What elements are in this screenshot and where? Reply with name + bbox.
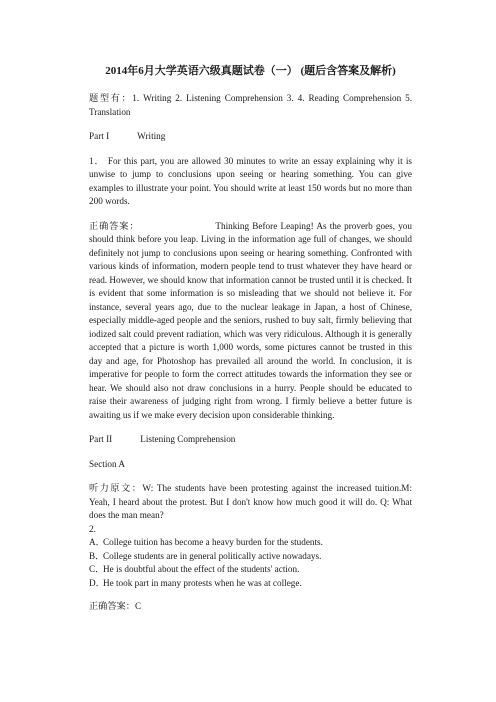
choice-c bbox=[89, 563, 412, 577]
part-heading-listening bbox=[89, 433, 412, 447]
choice-b bbox=[89, 550, 412, 564]
document-title: 2014年6月大学英语六级真题试卷（一） (题后含答案及解析) bbox=[105, 65, 396, 77]
part-name: Writing bbox=[137, 131, 166, 141]
answer-2 bbox=[89, 600, 412, 614]
answer-value: C bbox=[134, 601, 142, 611]
choice-d bbox=[89, 577, 412, 591]
question-1: 1． For this part, you are allowed 30 minutes to write an essay explaining why it is unwise to jump to conclusions upon seeing or hearing something. You can give examples to illustrate your point. You should write at least 150 words but no more than 200 words. bbox=[89, 155, 412, 206]
choice-text: College tuition has become a heavy burden for the students. bbox=[103, 537, 323, 547]
question-types: 题型有：1. Writing 2. Listening Comprehension 3. 4. Reading Comprehension 5. Translation bbox=[89, 93, 412, 117]
part-heading-writing bbox=[89, 130, 412, 144]
choice-text: College students are in general politically active nowadays. bbox=[103, 550, 322, 561]
answer-label: 正确答案： bbox=[89, 220, 140, 231]
answer-essay: Thinking Before Leaping! As the proverb goes, you should think before you leap. Living in the information age full of changes, we should definitely not jump to conclusions upon seeing or hearing something. Confronted with various kinds of information, modern people tend to trust whatever they have heard or read. However, we should know that information cannot be trusted until it is checked. It is evident that some information is so misleading that we should not believe it. For instance, several years ago, due to the nuclear leakage in Japan, a host of Chinese, especially middle-aged people and the seniors, rushed to buy salt, firmly believing that iodized salt could prevent radiation, which was very ridiculous. Although it is generally accepted that a picture is worth 1,000 words, some pictures cannot be trusted in this day and age, for Photoshop has prevailed all around the world. In conclusion, it is imperative for people to form the correct attitudes towards the information they see or hear. We should also not draw conclusions in a hurry. People should be educated to raise their awareness of judging right from wrong. I firmly believe a better future is awaiting us if we make every decision upon considerable thinking. bbox=[89, 220, 412, 420]
transcript-text: W: The students have been protesting against the increased tuition.M: Yeah, I heard about the protest. But I don't know how much good it will do. Q: What does the man mean? bbox=[89, 483, 412, 520]
transcript-label: 听力原文： bbox=[89, 483, 143, 493]
choice-letter: D． bbox=[89, 577, 105, 588]
question-2-number: 2. bbox=[89, 523, 96, 534]
section-heading: Section A bbox=[89, 458, 125, 469]
choice-a bbox=[89, 536, 412, 550]
choice-letter: B． bbox=[89, 550, 105, 561]
part-name: Listening Comprehension bbox=[140, 434, 236, 444]
answer-label: 正确答案： bbox=[89, 601, 135, 611]
choice-letter: A． bbox=[89, 537, 105, 547]
part-label: Part II bbox=[89, 434, 113, 444]
choice-text: He took part in many protests when he was at college. bbox=[103, 577, 302, 588]
listening-transcript bbox=[89, 482, 412, 523]
answer-1 bbox=[89, 220, 412, 423]
part-label: Part I bbox=[89, 131, 110, 141]
choice-text: He is doubtful about the effect of the students' action. bbox=[103, 564, 300, 574]
choice-list bbox=[89, 536, 412, 590]
choice-letter: C． bbox=[89, 564, 105, 574]
